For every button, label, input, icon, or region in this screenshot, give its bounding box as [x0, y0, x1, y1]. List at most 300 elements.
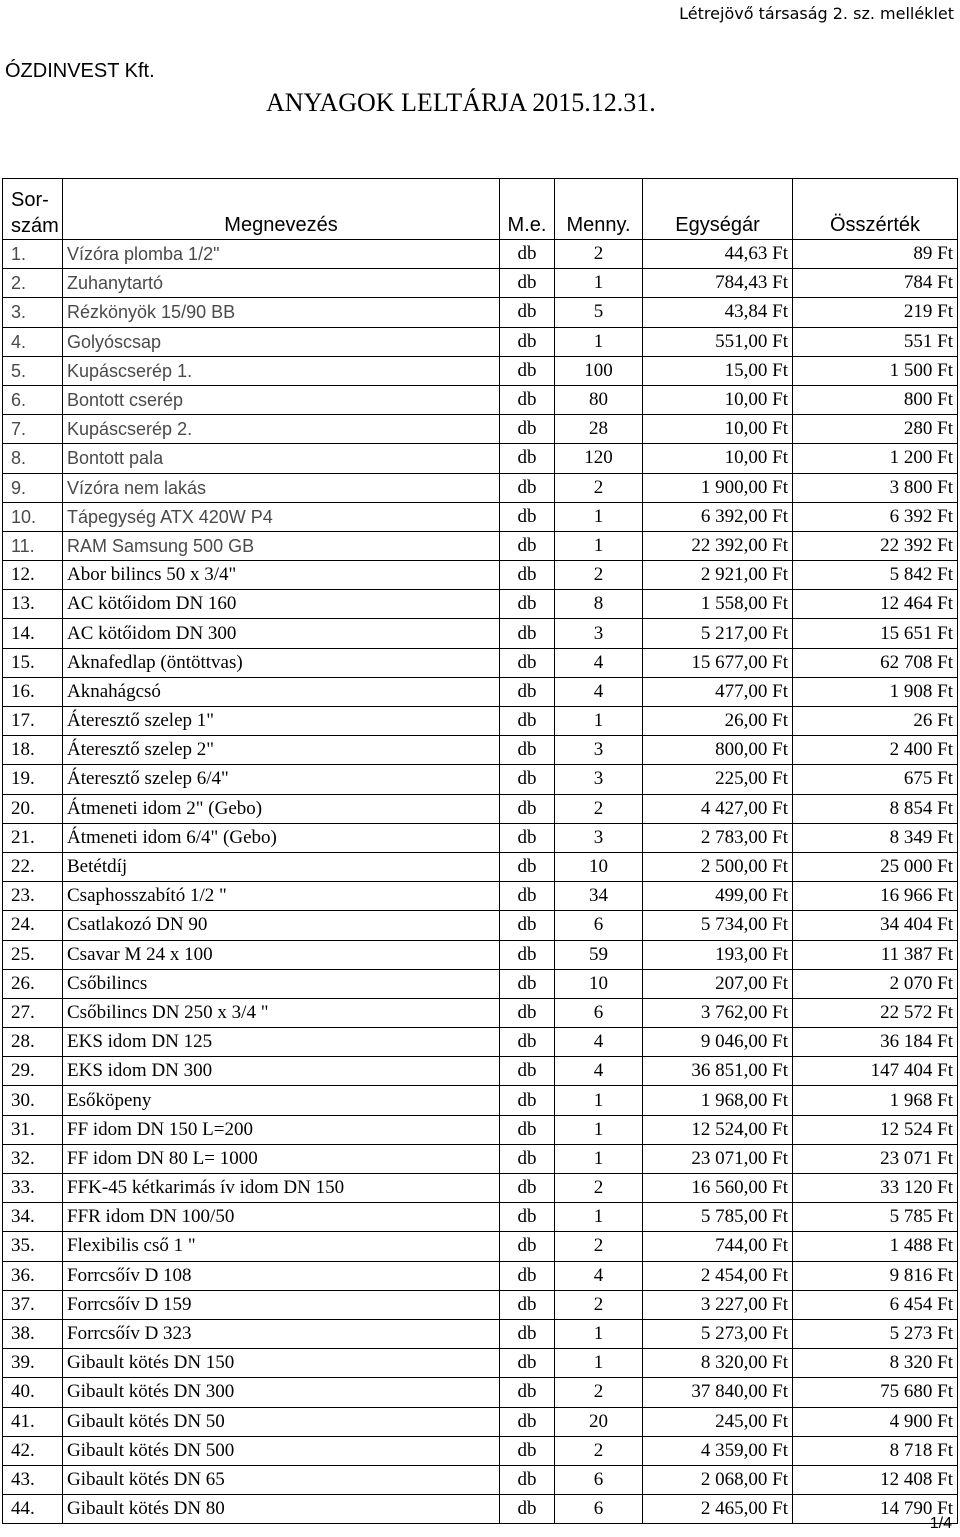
table-row	[3, 1086, 958, 1115]
table-header-row	[3, 179, 958, 240]
unit: db	[500, 794, 555, 823]
unit: db	[500, 590, 555, 619]
unit-price: 10,00 Ft	[643, 385, 793, 414]
unit-price: 5 785,00 Ft	[643, 1203, 793, 1232]
quantity: 1	[555, 1203, 643, 1232]
quantity: 28	[555, 415, 643, 444]
unit-price: 207,00 Ft	[643, 969, 793, 998]
quantity: 59	[555, 940, 643, 969]
row-index: 18.	[3, 736, 63, 765]
quantity: 1	[555, 1349, 643, 1378]
table-row	[3, 794, 958, 823]
unit: db	[500, 619, 555, 648]
quantity: 4	[555, 1028, 643, 1057]
unit: db	[500, 1086, 555, 1115]
row-index: 27.	[3, 998, 63, 1027]
unit-price: 22 392,00 Ft	[643, 531, 793, 560]
unit-price: 1 900,00 Ft	[643, 473, 793, 502]
table-row	[3, 1144, 958, 1173]
total-value: 1 500 Ft	[793, 356, 958, 385]
table-row	[3, 356, 958, 385]
unit-price: 15,00 Ft	[643, 356, 793, 385]
unit-price: 2 921,00 Ft	[643, 561, 793, 590]
item-name: Gibault kötés DN 300	[63, 1378, 500, 1407]
total-value: 147 404 Ft	[793, 1057, 958, 1086]
total-value: 8 320 Ft	[793, 1349, 958, 1378]
unit-price: 10,00 Ft	[643, 444, 793, 473]
total-value: 11 387 Ft	[793, 940, 958, 969]
total-value: 16 966 Ft	[793, 882, 958, 911]
row-index: 14.	[3, 619, 63, 648]
quantity: 2	[555, 1436, 643, 1465]
quantity: 6	[555, 998, 643, 1027]
total-value: 2 400 Ft	[793, 736, 958, 765]
total-value: 280 Ft	[793, 415, 958, 444]
quantity: 3	[555, 619, 643, 648]
unit: db	[500, 940, 555, 969]
table-row	[3, 415, 958, 444]
table-row	[3, 852, 958, 881]
row-index: 41.	[3, 1407, 63, 1436]
table-row	[3, 269, 958, 298]
item-name: Betétdíj	[63, 852, 500, 881]
table-row	[3, 590, 958, 619]
unit: db	[500, 473, 555, 502]
quantity: 4	[555, 648, 643, 677]
total-value: 36 184 Ft	[793, 1028, 958, 1057]
quantity: 6	[555, 1495, 643, 1524]
unit: db	[500, 1057, 555, 1086]
table-row	[3, 385, 958, 414]
quantity: 3	[555, 765, 643, 794]
total-value: 551 Ft	[793, 327, 958, 356]
annex-label: Létrejövő társaság 2. sz. melléklet	[679, 4, 954, 23]
row-index: 12.	[3, 561, 63, 590]
unit: db	[500, 677, 555, 706]
unit-price: 800,00 Ft	[643, 736, 793, 765]
table-row	[3, 940, 958, 969]
total-value: 22 572 Ft	[793, 998, 958, 1027]
quantity: 100	[555, 356, 643, 385]
column-header-unit-price: Egységár	[643, 179, 793, 240]
unit: db	[500, 1436, 555, 1465]
unit: db	[500, 1144, 555, 1173]
unit-price: 44,63 Ft	[643, 240, 793, 269]
row-index: 24.	[3, 911, 63, 940]
unit: db	[500, 356, 555, 385]
quantity: 5	[555, 298, 643, 327]
item-name: Kupáscserép 2.	[63, 415, 500, 444]
item-name: Aknahágcsó	[63, 677, 500, 706]
item-name: Csaphosszabító 1/2 "	[63, 882, 500, 911]
item-name: Forrcsőív D 323	[63, 1319, 500, 1348]
table-row	[3, 619, 958, 648]
row-index: 43.	[3, 1465, 63, 1494]
total-value: 12 464 Ft	[793, 590, 958, 619]
unit-price: 784,43 Ft	[643, 269, 793, 298]
unit: db	[500, 1349, 555, 1378]
quantity: 2	[555, 473, 643, 502]
row-index: 35.	[3, 1232, 63, 1261]
item-name: Rézkönyök 15/90 BB	[63, 298, 500, 327]
unit-price: 4 427,00 Ft	[643, 794, 793, 823]
total-value: 6 454 Ft	[793, 1290, 958, 1319]
unit-price: 5 734,00 Ft	[643, 911, 793, 940]
row-index: 37.	[3, 1290, 63, 1319]
total-value: 1 968 Ft	[793, 1086, 958, 1115]
unit-price: 5 217,00 Ft	[643, 619, 793, 648]
quantity: 80	[555, 385, 643, 414]
unit-price: 2 783,00 Ft	[643, 823, 793, 852]
total-value: 3 800 Ft	[793, 473, 958, 502]
unit-price: 2 500,00 Ft	[643, 852, 793, 881]
total-value: 675 Ft	[793, 765, 958, 794]
table-row	[3, 1436, 958, 1465]
unit-price: 9 046,00 Ft	[643, 1028, 793, 1057]
table-row	[3, 677, 958, 706]
quantity: 3	[555, 736, 643, 765]
table-row	[3, 327, 958, 356]
unit-price: 12 524,00 Ft	[643, 1115, 793, 1144]
unit-price: 15 677,00 Ft	[643, 648, 793, 677]
item-name: FF idom DN 80 L= 1000	[63, 1144, 500, 1173]
quantity: 4	[555, 677, 643, 706]
item-name: Forrcsőív D 108	[63, 1261, 500, 1290]
unit: db	[500, 327, 555, 356]
row-index: 20.	[3, 794, 63, 823]
unit-price: 6 392,00 Ft	[643, 502, 793, 531]
table-row	[3, 1115, 958, 1144]
quantity: 2	[555, 794, 643, 823]
item-name: EKS idom DN 125	[63, 1028, 500, 1057]
row-index: 29.	[3, 1057, 63, 1086]
table-row	[3, 1028, 958, 1057]
unit: db	[500, 852, 555, 881]
quantity: 8	[555, 590, 643, 619]
unit: db	[500, 998, 555, 1027]
total-value: 14 790 Ft	[793, 1495, 958, 1524]
row-index: 16.	[3, 677, 63, 706]
quantity: 1	[555, 1144, 643, 1173]
unit-price: 23 071,00 Ft	[643, 1144, 793, 1173]
row-index: 13.	[3, 590, 63, 619]
unit: db	[500, 385, 555, 414]
item-name: Flexibilis cső 1 "	[63, 1232, 500, 1261]
quantity: 1	[555, 327, 643, 356]
item-name: Csőbilincs	[63, 969, 500, 998]
quantity: 1	[555, 1115, 643, 1144]
table-row	[3, 502, 958, 531]
item-name: Gibault kötés DN 150	[63, 1349, 500, 1378]
total-value: 89 Ft	[793, 240, 958, 269]
item-name: FFR idom DN 100/50	[63, 1203, 500, 1232]
item-name: Zuhanytartó	[63, 269, 500, 298]
quantity: 6	[555, 1465, 643, 1494]
unit-price: 551,00 Ft	[643, 327, 793, 356]
total-value: 6 392 Ft	[793, 502, 958, 531]
table-row	[3, 707, 958, 736]
quantity: 1	[555, 531, 643, 560]
item-name: Csatlakozó DN 90	[63, 911, 500, 940]
row-index: 39.	[3, 1349, 63, 1378]
item-name: Átmeneti idom 6/4" (Gebo)	[63, 823, 500, 852]
unit-price: 43,84 Ft	[643, 298, 793, 327]
row-index: 7.	[3, 415, 63, 444]
unit-price: 5 273,00 Ft	[643, 1319, 793, 1348]
item-name: EKS idom DN 300	[63, 1057, 500, 1086]
column-header-name: Megnevezés	[63, 179, 500, 240]
table-row	[3, 1378, 958, 1407]
total-value: 26 Ft	[793, 707, 958, 736]
total-value: 1 488 Ft	[793, 1232, 958, 1261]
item-name: Abor bilincs 50 x 3/4"	[63, 561, 500, 590]
quantity: 3	[555, 823, 643, 852]
unit-price: 2 465,00 Ft	[643, 1495, 793, 1524]
total-value: 23 071 Ft	[793, 1144, 958, 1173]
unit-price: 225,00 Ft	[643, 765, 793, 794]
row-index: 2.	[3, 269, 63, 298]
item-name: Csavar M 24 x 100	[63, 940, 500, 969]
table-row	[3, 648, 958, 677]
row-index: 33.	[3, 1174, 63, 1203]
item-name: Gibault kötés DN 50	[63, 1407, 500, 1436]
unit: db	[500, 1115, 555, 1144]
row-index: 25.	[3, 940, 63, 969]
item-name: AC kötőidom DN 160	[63, 590, 500, 619]
table-row	[3, 1174, 958, 1203]
row-index: 21.	[3, 823, 63, 852]
row-index: 8.	[3, 444, 63, 473]
quantity: 2	[555, 1378, 643, 1407]
unit-price: 245,00 Ft	[643, 1407, 793, 1436]
table-row	[3, 1057, 958, 1086]
quantity: 1	[555, 1319, 643, 1348]
unit: db	[500, 1495, 555, 1524]
total-value: 2 070 Ft	[793, 969, 958, 998]
column-header-total: Összérték	[793, 179, 958, 240]
page-number: 1/4	[929, 1515, 952, 1532]
total-value: 34 404 Ft	[793, 911, 958, 940]
row-index: 6.	[3, 385, 63, 414]
item-name: AC kötőidom DN 300	[63, 619, 500, 648]
unit: db	[500, 444, 555, 473]
item-name: Vízóra plomba 1/2"	[63, 240, 500, 269]
row-index: 17.	[3, 707, 63, 736]
item-name: Áteresztő szelep 1"	[63, 707, 500, 736]
quantity: 2	[555, 1290, 643, 1319]
quantity: 1	[555, 1086, 643, 1115]
unit-price: 1 558,00 Ft	[643, 590, 793, 619]
unit: db	[500, 969, 555, 998]
total-value: 800 Ft	[793, 385, 958, 414]
quantity: 120	[555, 444, 643, 473]
table-row	[3, 969, 958, 998]
total-value: 1 200 Ft	[793, 444, 958, 473]
row-index: 9.	[3, 473, 63, 502]
table-row	[3, 882, 958, 911]
unit-price: 36 851,00 Ft	[643, 1057, 793, 1086]
total-value: 9 816 Ft	[793, 1261, 958, 1290]
table-row	[3, 531, 958, 560]
table-row	[3, 823, 958, 852]
unit: db	[500, 882, 555, 911]
row-index: 15.	[3, 648, 63, 677]
quantity: 2	[555, 561, 643, 590]
unit: db	[500, 1407, 555, 1436]
total-value: 22 392 Ft	[793, 531, 958, 560]
total-value: 5 842 Ft	[793, 561, 958, 590]
item-name: Gibault kötés DN 80	[63, 1495, 500, 1524]
row-index: 4.	[3, 327, 63, 356]
row-index: 11.	[3, 531, 63, 560]
unit: db	[500, 1290, 555, 1319]
row-index: 30.	[3, 1086, 63, 1115]
item-name: RAM Samsung 500 GB	[63, 531, 500, 560]
unit: db	[500, 1378, 555, 1407]
company-name: ÓZDINVEST Kft.	[5, 60, 155, 82]
unit: db	[500, 1232, 555, 1261]
item-name: Tápegység ATX 420W P4	[63, 502, 500, 531]
quantity: 34	[555, 882, 643, 911]
item-name: Esőköpeny	[63, 1086, 500, 1115]
table-row	[3, 473, 958, 502]
table-row	[3, 1203, 958, 1232]
row-index: 3.	[3, 298, 63, 327]
row-index: 40.	[3, 1378, 63, 1407]
total-value: 8 349 Ft	[793, 823, 958, 852]
total-value: 75 680 Ft	[793, 1378, 958, 1407]
item-name: Átmeneti idom 2" (Gebo)	[63, 794, 500, 823]
table-row	[3, 444, 958, 473]
unit: db	[500, 240, 555, 269]
row-index: 5.	[3, 356, 63, 385]
unit-price: 8 320,00 Ft	[643, 1349, 793, 1378]
item-name: Csőbilincs DN 250 x 3/4 "	[63, 998, 500, 1027]
table-row	[3, 1261, 958, 1290]
table-row	[3, 911, 958, 940]
item-name: Áteresztő szelep 6/4"	[63, 765, 500, 794]
row-index: 32.	[3, 1144, 63, 1173]
inventory-table	[2, 178, 958, 1524]
unit-price: 4 359,00 Ft	[643, 1436, 793, 1465]
column-header-quantity: Menny.	[555, 179, 643, 240]
unit: db	[500, 502, 555, 531]
table-row	[3, 1232, 958, 1261]
total-value: 4 900 Ft	[793, 1407, 958, 1436]
item-name: Kupáscserép 1.	[63, 356, 500, 385]
item-name: Bontott pala	[63, 444, 500, 473]
unit: db	[500, 1261, 555, 1290]
quantity: 1	[555, 502, 643, 531]
table-row	[3, 561, 958, 590]
quantity: 2	[555, 240, 643, 269]
item-name: Golyóscsap	[63, 327, 500, 356]
item-name: Áteresztő szelep 2"	[63, 736, 500, 765]
quantity: 20	[555, 1407, 643, 1436]
total-value: 8 854 Ft	[793, 794, 958, 823]
unit-price: 1 968,00 Ft	[643, 1086, 793, 1115]
quantity: 6	[555, 911, 643, 940]
unit: db	[500, 531, 555, 560]
table-row	[3, 765, 958, 794]
quantity: 10	[555, 969, 643, 998]
row-index: 34.	[3, 1203, 63, 1232]
table-row	[3, 998, 958, 1027]
row-index: 23.	[3, 882, 63, 911]
unit: db	[500, 823, 555, 852]
row-index: 1.	[3, 240, 63, 269]
unit: db	[500, 269, 555, 298]
document-title: ANYAGOK LELTÁRJA 2015.12.31.	[266, 88, 656, 117]
row-index: 19.	[3, 765, 63, 794]
total-value: 5 273 Ft	[793, 1319, 958, 1348]
column-header-unit: M.e.	[500, 179, 555, 240]
unit-price: 744,00 Ft	[643, 1232, 793, 1261]
table-row	[3, 298, 958, 327]
total-value: 12 408 Ft	[793, 1465, 958, 1494]
total-value: 62 708 Ft	[793, 648, 958, 677]
unit: db	[500, 1203, 555, 1232]
unit: db	[500, 561, 555, 590]
total-value: 33 120 Ft	[793, 1174, 958, 1203]
total-value: 15 651 Ft	[793, 619, 958, 648]
row-index: 31.	[3, 1115, 63, 1144]
table-row	[3, 240, 958, 269]
unit-price: 16 560,00 Ft	[643, 1174, 793, 1203]
table-row	[3, 1290, 958, 1319]
item-name: Gibault kötés DN 500	[63, 1436, 500, 1465]
unit: db	[500, 1319, 555, 1348]
row-index: 44.	[3, 1495, 63, 1524]
column-header-index: Sor- szám	[3, 179, 63, 240]
unit-price: 193,00 Ft	[643, 940, 793, 969]
unit-price: 2 454,00 Ft	[643, 1261, 793, 1290]
unit: db	[500, 648, 555, 677]
total-value: 12 524 Ft	[793, 1115, 958, 1144]
item-name: FFK-45 kétkarimás ív idom DN 150	[63, 1174, 500, 1203]
item-name: Forrcsőív D 159	[63, 1290, 500, 1319]
item-name: Bontott cserép	[63, 385, 500, 414]
quantity: 1	[555, 269, 643, 298]
unit: db	[500, 1465, 555, 1494]
item-name: FF idom DN 150 L=200	[63, 1115, 500, 1144]
quantity: 10	[555, 852, 643, 881]
unit: db	[500, 1174, 555, 1203]
row-index: 38.	[3, 1319, 63, 1348]
row-index: 22.	[3, 852, 63, 881]
quantity: 1	[555, 707, 643, 736]
unit: db	[500, 415, 555, 444]
unit-price: 499,00 Ft	[643, 882, 793, 911]
unit-price: 26,00 Ft	[643, 707, 793, 736]
unit-price: 3 227,00 Ft	[643, 1290, 793, 1319]
unit-price: 10,00 Ft	[643, 415, 793, 444]
unit: db	[500, 1028, 555, 1057]
total-value: 219 Ft	[793, 298, 958, 327]
unit-price: 2 068,00 Ft	[643, 1465, 793, 1494]
item-name: Aknafedlap (öntöttvas)	[63, 648, 500, 677]
quantity: 2	[555, 1232, 643, 1261]
unit: db	[500, 707, 555, 736]
row-index: 42.	[3, 1436, 63, 1465]
row-index: 10.	[3, 502, 63, 531]
unit: db	[500, 765, 555, 794]
table-row	[3, 1407, 958, 1436]
total-value: 8 718 Ft	[793, 1436, 958, 1465]
total-value: 784 Ft	[793, 269, 958, 298]
unit: db	[500, 298, 555, 327]
table-body	[3, 240, 958, 1524]
